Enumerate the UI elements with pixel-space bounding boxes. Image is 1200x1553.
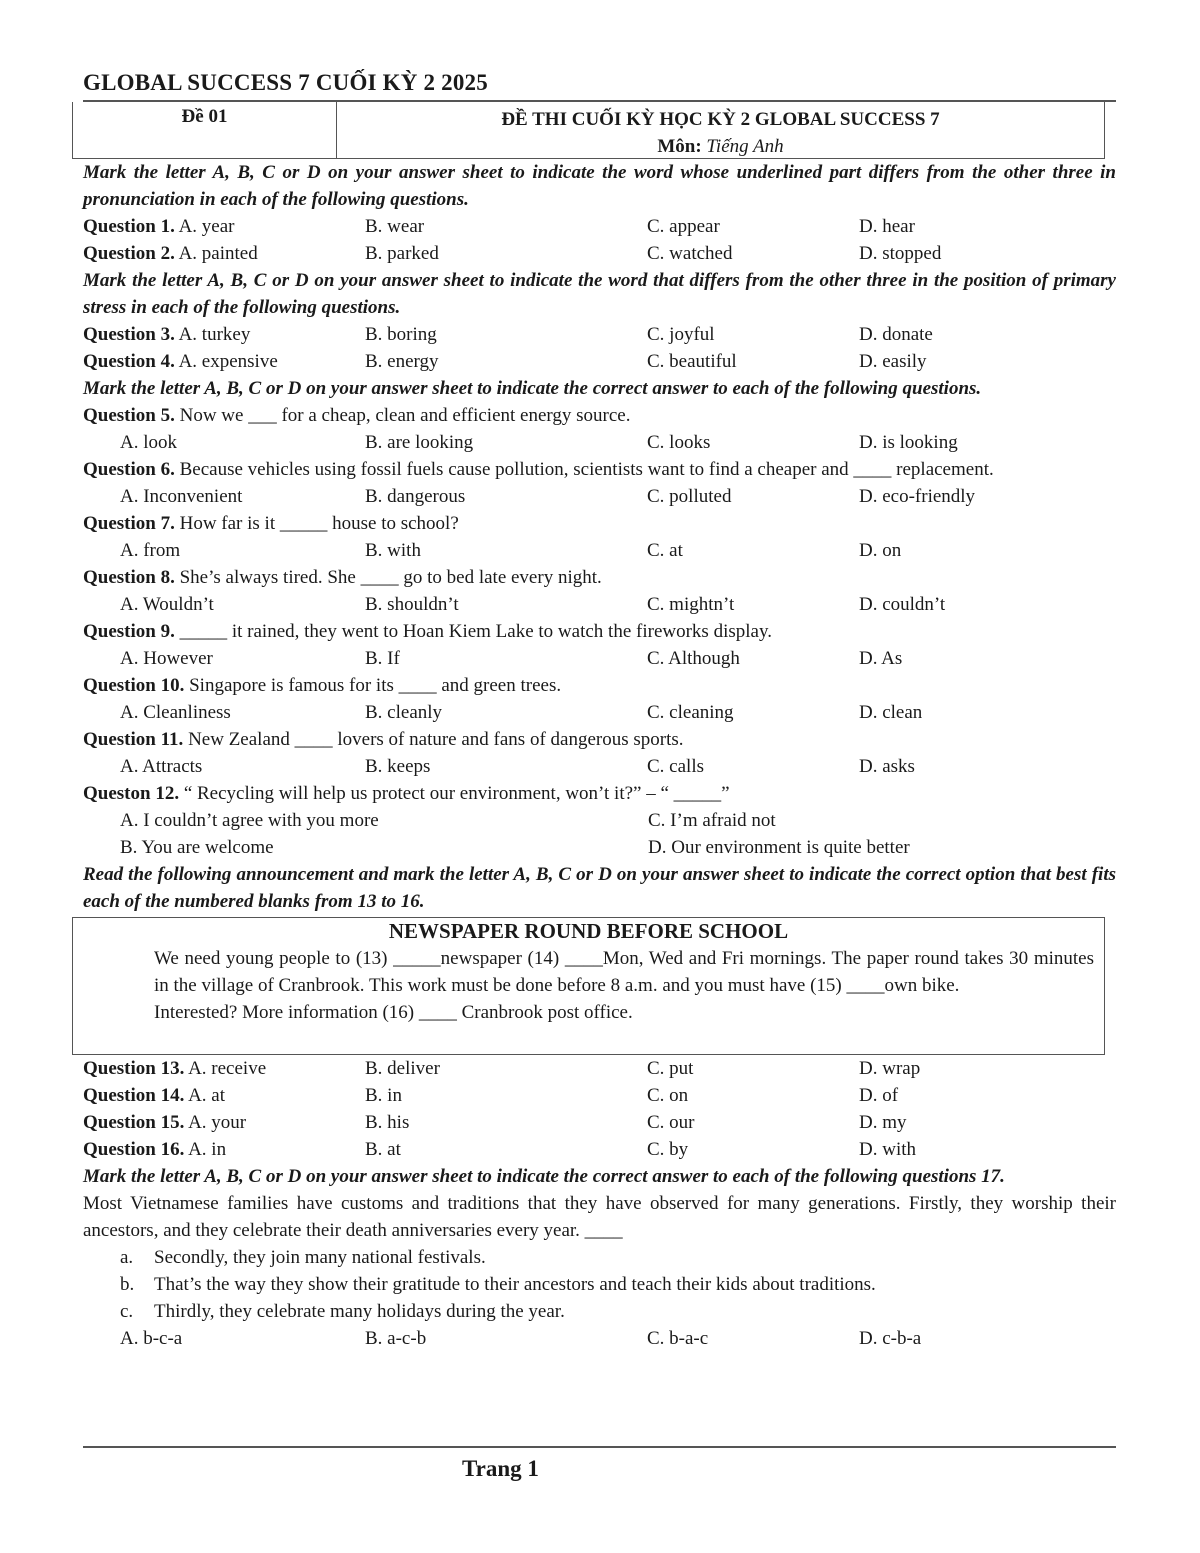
option-c: C. by — [647, 1139, 689, 1160]
option-c: C. I’m afraid not — [648, 810, 776, 831]
option-c: C. mightn’t — [647, 594, 735, 615]
answer-row — [83, 537, 1116, 564]
exam-header-table — [72, 102, 1105, 159]
option-d: D. couldn’t — [859, 594, 946, 615]
option-d: D. stopped — [859, 243, 942, 264]
answer-row — [83, 483, 1116, 510]
question-stem — [83, 402, 1116, 429]
option-a: A. However — [120, 648, 213, 669]
option-d: D. is looking — [859, 432, 958, 453]
subject-line — [337, 133, 1104, 160]
option-a: A. painted — [178, 243, 258, 264]
answer-row — [83, 807, 1116, 834]
q17-item — [83, 1298, 1116, 1325]
option-d: D. wrap — [859, 1058, 921, 1079]
question-label: Question 5. — [83, 405, 175, 426]
item-text: Secondly, they join many national festivals. — [154, 1247, 486, 1268]
question-label: Queston 12. — [83, 783, 180, 804]
option-a: A. Cleanliness — [120, 702, 231, 723]
option-c: C. looks — [647, 432, 711, 453]
question-stem — [83, 780, 1116, 807]
option-b: B. wear — [365, 216, 425, 237]
question-stem — [83, 564, 1116, 591]
option-c: C. our — [647, 1112, 695, 1133]
option-b: B. parked — [365, 243, 439, 264]
option-b: B. deliver — [365, 1058, 440, 1079]
question-label: Question 15. — [83, 1112, 185, 1133]
option-c: C. watched — [647, 243, 733, 264]
option-d: D. donate — [859, 324, 933, 345]
question-label: Question 11. — [83, 729, 184, 750]
option-d: D. asks — [859, 756, 915, 777]
option-b: B. his — [365, 1112, 410, 1133]
option-b: B. at — [365, 1139, 401, 1160]
item-key: b. — [120, 1274, 135, 1295]
option-a: A. I couldn’t agree with you more — [120, 810, 379, 831]
answer-row — [83, 834, 1116, 861]
item-key: a. — [120, 1247, 134, 1268]
option-d: D. eco-friendly — [859, 486, 976, 507]
option-d: D. clean — [859, 702, 923, 723]
announcement-title: NEWSPAPER ROUND BEFORE SCHOOL — [388, 919, 789, 943]
question-stem — [83, 726, 1116, 753]
question-text: Singapore is famous for its ____ and green trees. — [189, 675, 562, 696]
question-stem — [83, 672, 1116, 699]
option-d: D. As — [859, 648, 903, 669]
option-a: A. b-c-a — [120, 1328, 183, 1349]
question-label: Question 8. — [83, 567, 175, 588]
instruction-correct-answer: Mark the letter A, B, C or D on your answer sheet to indicate the correct answer to each of the following questions. — [83, 378, 982, 399]
option-d: D. Our environment is quite better — [648, 837, 910, 858]
question-stem — [83, 618, 1116, 645]
option-a: A. year — [178, 216, 235, 237]
question-text: “ Recycling will help us protect our environment, won’t it?” – “ _____” — [183, 783, 730, 804]
option-a: A. expensive — [178, 351, 278, 372]
option-c: C. polluted — [647, 486, 732, 507]
option-a: A. at — [188, 1085, 225, 1106]
exam-page — [83, 70, 1116, 1352]
option-d: D. hear — [859, 216, 915, 237]
question-text: Now we ___ for a cheap, clean and efficient energy source. — [179, 405, 631, 426]
option-c: C. at — [647, 540, 683, 561]
answer-row — [83, 645, 1116, 672]
option-b: B. with — [365, 540, 421, 561]
option-c: C. joyful — [647, 324, 715, 345]
question-row — [83, 1109, 1116, 1136]
announcement-box — [72, 917, 1105, 1055]
question-label: Question 6. — [83, 459, 175, 480]
option-a: A. your — [188, 1112, 247, 1133]
option-a: A. in — [188, 1139, 227, 1160]
announcement-paragraph: Interested? More information (16) ____ Cranbrook post office. — [154, 1002, 633, 1023]
option-c: C. appear — [647, 216, 720, 237]
item-key: c. — [120, 1301, 134, 1322]
option-c: C. calls — [647, 756, 704, 777]
option-a: A. look — [120, 432, 177, 453]
question-text: New Zealand ____ lovers of nature and fans of dangerous sports. — [188, 729, 684, 750]
question-row — [83, 321, 1116, 348]
option-c: C. beautiful — [647, 351, 737, 372]
question-row — [83, 240, 1116, 267]
option-a: A. turkey — [178, 324, 251, 345]
option-d: D. easily — [859, 351, 927, 372]
option-b: B. in — [365, 1085, 402, 1106]
exam-title-cell — [337, 102, 1104, 158]
option-d: D. of — [859, 1085, 899, 1106]
answer-row — [83, 1325, 1116, 1352]
option-d: D. c-b-a — [859, 1328, 922, 1349]
option-b: B. shouldn’t — [365, 594, 459, 615]
q17-item — [83, 1244, 1116, 1271]
question-text: Because vehicles using fossil fuels cause pollution, scientists want to find a cheaper and ____ replacement. — [179, 459, 994, 480]
question-label: Question 1. — [83, 216, 175, 237]
subject-label: Môn: — [657, 136, 702, 157]
item-text: That’s the way they show their gratitude to their ancestors and teach their kids about traditions. — [154, 1274, 876, 1295]
option-b: B. cleanly — [365, 702, 443, 723]
exam-title: ĐỀ THI CUỐI KỲ HỌC KỲ 2 GLOBAL SUCCESS 7 — [501, 109, 940, 130]
answer-row — [83, 429, 1116, 456]
question-label: Question 14. — [83, 1085, 185, 1106]
question-label: Question 13. — [83, 1058, 185, 1079]
q17-passage: Most Vietnamese families have customs and traditions that they have observed for many generations. Firstly, they worship their ancestors, and they celebrate their death anniversaries every year. ____ — [83, 1193, 1116, 1241]
question-row — [83, 348, 1116, 375]
question-row — [83, 213, 1116, 240]
instruction-reading: Read the following announcement and mark the letter A, B, C or D on your answer sheet to indicate the correct option that best fits each of the numbered blanks from 13 to 16. — [83, 864, 1116, 912]
item-text: Thirdly, they celebrate many holidays during the year. — [154, 1301, 565, 1322]
option-c: C. on — [647, 1085, 689, 1106]
option-c: C. cleaning — [647, 702, 734, 723]
document-title: GLOBAL SUCCESS 7 CUỐI KỲ 2 2025 — [83, 70, 1116, 102]
answer-row — [83, 753, 1116, 780]
subject-name: Tiếng Anh — [706, 136, 784, 157]
option-c: C. b-a-c — [647, 1328, 709, 1349]
option-a: A. from — [120, 540, 181, 561]
option-b: B. You are welcome — [120, 837, 274, 858]
option-d: D. on — [859, 540, 902, 561]
footer-divider — [83, 1446, 1116, 1448]
option-b: B. boring — [365, 324, 437, 345]
option-a: A. Wouldn’t — [120, 594, 214, 615]
option-b: B. keeps — [365, 756, 431, 777]
option-a: A. Attracts — [120, 756, 203, 777]
option-b: B. energy — [365, 351, 439, 372]
question-label: Question 3. — [83, 324, 175, 345]
question-label: Question 9. — [83, 621, 175, 642]
option-c: C. put — [647, 1058, 694, 1079]
question-row — [83, 1136, 1116, 1163]
question-text: How far is it _____ house to school? — [179, 513, 459, 534]
question-stem — [83, 456, 1116, 483]
answer-row — [83, 591, 1116, 618]
option-b: B. are looking — [365, 432, 474, 453]
question-text: She’s always tired. She ____ go to bed late every night. — [179, 567, 602, 588]
option-d: D. my — [859, 1112, 907, 1133]
option-b: B. a-c-b — [365, 1328, 427, 1349]
exam-code: Đề 01 — [73, 102, 337, 158]
question-label: Question 7. — [83, 513, 175, 534]
option-a: A. Inconvenient — [120, 486, 243, 507]
instruction-q17: Mark the letter A, B, C or D on your answer sheet to indicate the correct answer to each of the following questions 17. — [83, 1166, 1005, 1187]
answer-row — [83, 699, 1116, 726]
option-b: B. dangerous — [365, 486, 466, 507]
question-label: Question 10. — [83, 675, 185, 696]
option-a: A. receive — [188, 1058, 267, 1079]
question-text: _____ it rained, they went to Hoan Kiem Lake to watch the fireworks display. — [179, 621, 772, 642]
question-stem — [83, 510, 1116, 537]
q17-item — [83, 1271, 1116, 1298]
question-row — [83, 1082, 1116, 1109]
option-d: D. with — [859, 1139, 916, 1160]
question-label: Question 16. — [83, 1139, 185, 1160]
announcement-paragraph: We need young people to (13) _____newspaper (14) ____Mon, Wed and Fri mornings. The paper round takes 30 minutes in the village of Cranbrook. This work must be done before 8 a.m. and you must have (15) ____own bike. — [154, 948, 1094, 996]
instruction-pronunciation: Mark the letter A, B, C or D on your answer sheet to indicate the word whose underlined part differs from the other three in pronunciation in each of the following questions. — [83, 162, 1116, 210]
page-number: Trang 1 — [462, 1456, 539, 1481]
question-label: Question 2. — [83, 243, 175, 264]
option-c: C. Although — [647, 648, 740, 669]
instruction-stress: Mark the letter A, B, C or D on your answer sheet to indicate the word that differs from the other three in the position of primary stress in each of the following questions. — [83, 270, 1116, 318]
question-label: Question 4. — [83, 351, 175, 372]
question-row — [83, 1055, 1116, 1082]
option-b: B. If — [365, 648, 400, 669]
